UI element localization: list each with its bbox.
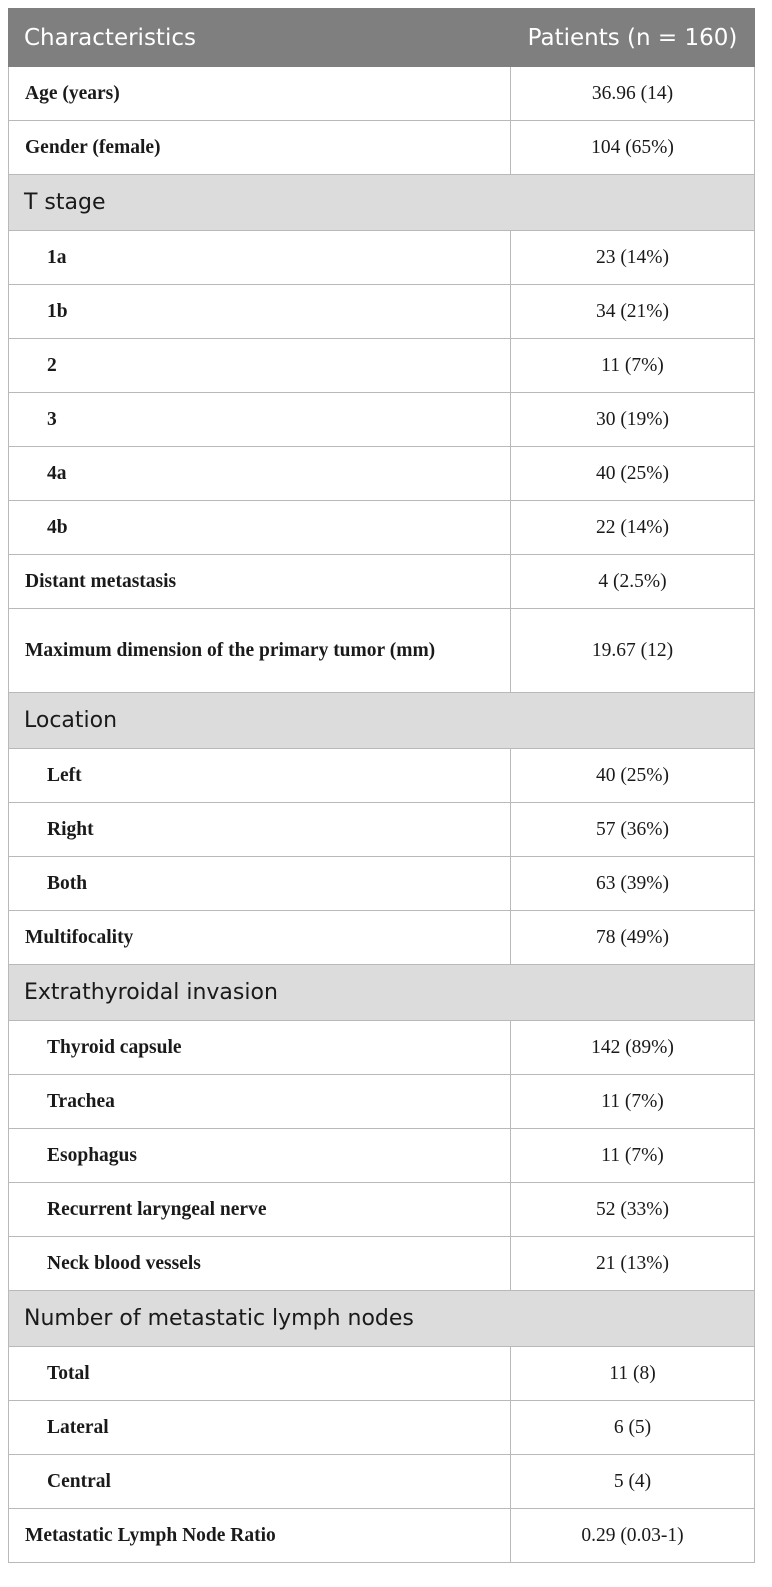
row-value: 52 (33%) (511, 1183, 755, 1237)
row-label: Distant metastasis (9, 555, 511, 609)
row-label: 2 (9, 339, 511, 393)
row-label: 3 (9, 393, 511, 447)
section-row (9, 1291, 755, 1347)
row-value: 63 (39%) (511, 857, 755, 911)
table-row (9, 1347, 755, 1401)
row-value: 36.96 (14) (511, 67, 755, 121)
row-value: 0.29 (0.03-1) (511, 1509, 755, 1563)
section-row (9, 693, 755, 749)
row-value: 21 (13%) (511, 1237, 755, 1291)
table-row (9, 393, 755, 447)
row-label: Maximum dimension of the primary tumor (mm) (9, 609, 511, 693)
table-row (9, 857, 755, 911)
row-value: 6 (5) (511, 1401, 755, 1455)
row-label: Right (9, 803, 511, 857)
row-label: Metastatic Lymph Node Ratio (9, 1509, 511, 1563)
row-value: 142 (89%) (511, 1021, 755, 1075)
row-value: 34 (21%) (511, 285, 755, 339)
row-value: 19.67 (12) (511, 609, 755, 693)
header-patients: Patients (n = 160) (511, 9, 755, 67)
row-label: Multifocality (9, 911, 511, 965)
row-label: Neck blood vessels (9, 1237, 511, 1291)
row-label: Left (9, 749, 511, 803)
row-label: Age (years) (9, 67, 511, 121)
table-body (9, 67, 755, 1563)
row-label: Both (9, 857, 511, 911)
row-value: 5 (4) (511, 1455, 755, 1509)
row-label: Central (9, 1455, 511, 1509)
table-row (9, 749, 755, 803)
table-row (9, 501, 755, 555)
section-label: Location (9, 693, 755, 749)
row-value: 11 (8) (511, 1347, 755, 1401)
table-row (9, 231, 755, 285)
section-label: Extrathyroidal invasion (9, 965, 755, 1021)
row-value: 11 (7%) (511, 339, 755, 393)
row-label: Trachea (9, 1075, 511, 1129)
table-row (9, 1183, 755, 1237)
row-label: Thyroid capsule (9, 1021, 511, 1075)
row-value: 104 (65%) (511, 121, 755, 175)
section-row (9, 175, 755, 231)
row-value: 40 (25%) (511, 447, 755, 501)
row-value: 78 (49%) (511, 911, 755, 965)
row-value: 30 (19%) (511, 393, 755, 447)
row-label: Lateral (9, 1401, 511, 1455)
section-label: Number of metastatic lymph nodes (9, 1291, 755, 1347)
table-row (9, 1455, 755, 1509)
section-row (9, 965, 755, 1021)
table-row (9, 447, 755, 501)
row-value: 23 (14%) (511, 231, 755, 285)
row-label: Esophagus (9, 1129, 511, 1183)
row-value: 11 (7%) (511, 1075, 755, 1129)
row-label: 1a (9, 231, 511, 285)
table-row (9, 285, 755, 339)
row-value: 4 (2.5%) (511, 555, 755, 609)
row-value: 22 (14%) (511, 501, 755, 555)
table-row (9, 609, 755, 693)
table-row (9, 339, 755, 393)
table-row (9, 911, 755, 965)
table-row (9, 121, 755, 175)
header-characteristics: Characteristics (9, 9, 511, 67)
row-value: 11 (7%) (511, 1129, 755, 1183)
row-label: Gender (female) (9, 121, 511, 175)
table-header-row (9, 9, 755, 67)
row-label: Total (9, 1347, 511, 1401)
row-value: 40 (25%) (511, 749, 755, 803)
table-row (9, 555, 755, 609)
row-label: 1b (9, 285, 511, 339)
table-row (9, 1129, 755, 1183)
table-row (9, 803, 755, 857)
characteristics-table (8, 8, 755, 1563)
table-row (9, 67, 755, 121)
section-label: T stage (9, 175, 755, 231)
table-row (9, 1237, 755, 1291)
table-row (9, 1075, 755, 1129)
row-label: 4a (9, 447, 511, 501)
row-value: 57 (36%) (511, 803, 755, 857)
row-label: 4b (9, 501, 511, 555)
table-row (9, 1509, 755, 1563)
table-row (9, 1021, 755, 1075)
row-label: Recurrent laryngeal nerve (9, 1183, 511, 1237)
table-row (9, 1401, 755, 1455)
